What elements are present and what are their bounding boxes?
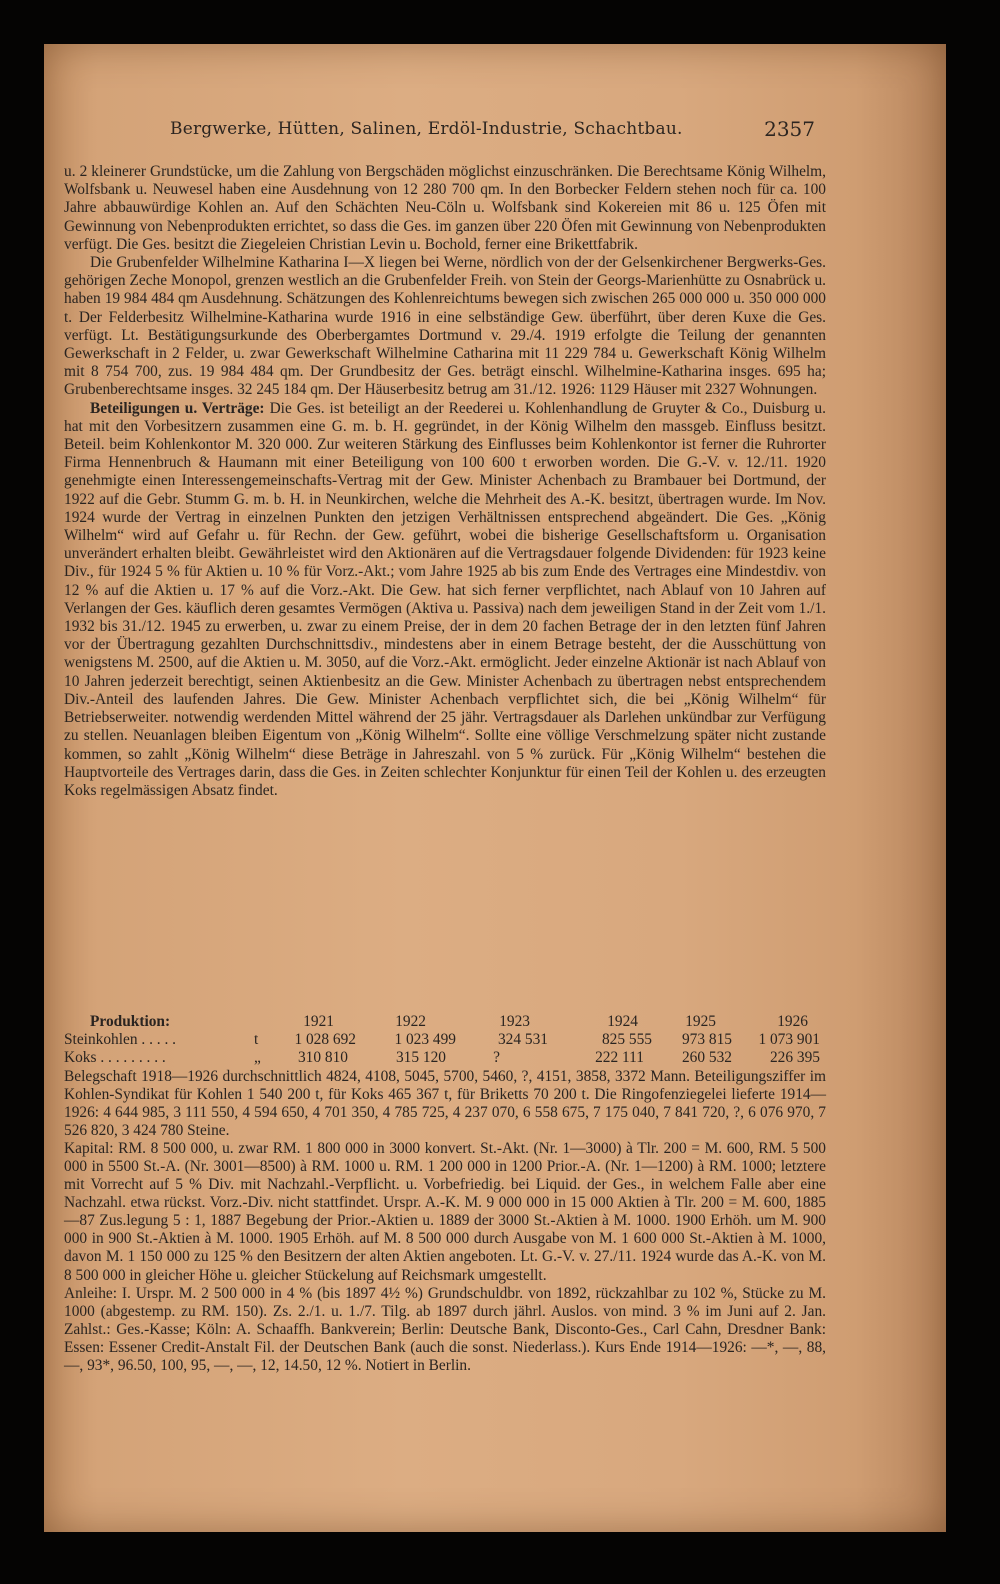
year-cell: 1926 bbox=[777, 1013, 808, 1030]
value-cell: 226 395 bbox=[769, 1049, 820, 1066]
production-header-row bbox=[64, 1013, 826, 1031]
value-cell: 222 111 bbox=[595, 1049, 644, 1066]
paragraph-anleihe: Anleihe: I. Urspr. M. 2 500 000 in 4 % (bis 1897 4½ %) Grundschuldbr. von 1892, rückzahlbar zu 102 %, Stücke zu M. 1000 (abgestemp. zu RM. 150). Zs. 2./1. u. 1./7. Tilg. ab 1897 durch jährl. Auslos. von mind. 3 % im Juni auf 2. Jan. Zahlst.: Ges.-Kasse; Köln: A. Schaaffh. Bankverein; Berlin: Deutsche Bank, Disconto-Ges., Carl Cahn, Dresdner Bank: Essen: Essener Credit-Anstalt Fil. der Deutschen Bank (auch die sonst. Niederlass.). Kurs Ende 1914—1926: —*, —, 88, —, 93*, 96.50, 100, 95, —, —, 12, 14.50, 12 %. Notiert in Berlin. bbox=[64, 1284, 826, 1374]
value-cell: 1 073 901 bbox=[758, 1031, 820, 1048]
year-cell: 1921 bbox=[303, 1013, 334, 1030]
value-cell: ? bbox=[493, 1049, 500, 1066]
page-number: 2357 bbox=[764, 117, 815, 141]
production-row-steinkohlen bbox=[64, 1031, 826, 1049]
paragraph-kapital: Kapital: RM. 8 500 000, u. zwar RM. 1 800 000 in 3000 konvert. St.-Akt. (Nr. 1—3000) à Tlr. 200 = M. 600, RM. 5 500 000 in 5500 St.-A. (Nr. 3001—8500) à RM. 1000 u. RM. 1 200 000 in 1200 Prior.-A. (Nr. 1—1200) à RM. 1000; letztere mit Vorrecht auf 5 % Div. mit Nachzahl.-Verpflicht. u. Vorbefriedig. bei Liquid. der Ges., in welchem Falle aber eine Nachzahl. etwa rückst. Vorz.-Div. nicht stattfindet. Urspr. A.-K. M. 9 000 000 in 15 000 Aktien à Tlr. 200 = M. 600, 1885—87 Zus.legung 5 : 1, 1887 Begebung der Prior.-Aktien u. 1889 der 3000 St.-Aktien à M. 1000. 1900 Erhöh. um M. 900 000 in 900 St.-Aktien à M. 1000. 1905 Erhöh. auf M. 8 500 000 durch Ausgabe von M. 1 600 000 St.-Aktien à M. 1000, davon M. 1 150 000 zu 125 % den Besitzern der alten Aktien angeboten. Lt. G.-V. v. 27./11. 1924 wurde das A.-K. von M. 8 500 000 in gleicher Höhe u. gleicher Stückelung auf Reichsmark umgestellt. bbox=[64, 1140, 826, 1284]
year-cell: 1922 bbox=[395, 1013, 426, 1030]
value-cell: 260 532 bbox=[681, 1049, 732, 1066]
row-label: Koks . . . . . . . . . bbox=[64, 1049, 166, 1066]
margin-mark bbox=[934, 424, 946, 438]
paragraph-beteiligungen bbox=[64, 400, 826, 800]
value-cell: 310 810 bbox=[297, 1049, 348, 1066]
production-row-koks bbox=[64, 1049, 826, 1067]
row-unit: „ bbox=[254, 1049, 261, 1066]
row-label: Steinkohlen . . . . . bbox=[64, 1031, 177, 1048]
page-header bbox=[95, 117, 815, 145]
running-title: Bergwerke, Hütten, Salinen, Erdöl-Industrie, Schachtbau. bbox=[170, 119, 683, 139]
beteiligungen-heading: Beteiligungen u. Verträge: bbox=[90, 399, 265, 417]
production-table bbox=[64, 1013, 826, 1067]
value-cell: 324 531 bbox=[497, 1031, 548, 1048]
value-cell: 1 023 499 bbox=[394, 1031, 456, 1048]
value-cell: 1 028 692 bbox=[294, 1031, 356, 1048]
row-unit: t bbox=[254, 1031, 259, 1048]
beteiligungen-text: Die Ges. ist beteiligt an der Reederei u. Kohlenhandlung de Gruyter & Co., Duisburg u. hat mit den Vorbesitzern zusammen eine G. m. b. H. gegründet, in der König Wilhelm den massgeb. Einfluss besitzt. Beteil. beim Kohlenkontor M. 320 000. Zur weiteren Stärkung des Einflusses beim Kohlenkontor ist ferner die Ruhrorter Firma Hennenbruch & Haumann mit einer Beteiligung von 100 600 t erworben worden. Die G.-V. v. 12./11. 1920 genehmigte einen Interessengemeinschafts-Vertrag mit der Gew. Minister Achenbach zu Brambauer bei Dortmund, der 1922 auf die Gebr. Stumm G. m. b. H. in Neunkirchen, welche die Mehrheit des A.-K. besitzt, übertragen wurde. Im Nov. 1924 wurde der Vertrag in einzelnen Punkten den jetzigen Verhältnissen entsprechend abgeändert. Die Ges. „König Wilhelm“ wird auf Gefahr u. für Rechn. der Gew. geführt, wobei die bisherige Gesellschaftsform u. Organisation unverändert erhalten bleibt. Gewährleistet wird den Aktionären auf die Vertragsdauer folgende Dividenden: für 1923 keine Div., für 1924 5 % für Aktien u. 10 % für Vorz.-Akt.; vom Jahre 1925 ab bis zum Ende des Vertrages eine Mindestdiv. von 12 % auf die Aktien u. 17 % auf die Vorz.-Akt. Die Gew. hat sich ferner verpflichtet, nach Ablauf von 10 Jahren auf Verlangen der Ges. käuflich deren gesamtes Vermögen (Aktiva u. Passiva) nach dem jeweiligen Stand in der Zeit vom 1./1. 1932 bis 31./12. 1945 zu erwerben, u. zwar zu einem Preise, der in dem 20 fachen Betrage der in den letzten fünf Jahren vor der Übertragung gezahlten Durchschnittsdiv., mindestens aber in einem Betrage besteht, der die Ausschüttung von wenigstens M. 2500, auf die Aktien u. M. 3050, auf die Vorz.-Akt. ermöglicht. Jeder einzelne Aktionär ist nach Ablauf von 10 Jahren jederzeit berechtigt, seinen Aktienbesitz an die Gew. Minister Achenbach zu übertragen nebst entsprechendem Div.-Anteil des laufenden Jahres. Die Gew. Minister Achenbach verpflichtet sich, die bei „König Wilhelm“ für Betriebserweiter. notwendig werdenden Mittel während der 25 jähr. Vertragsdauer als Darlehen unkündbar zur Verfügung zu stellen. Neuanlagen bleiben Eigentum von „König Wilhelm“. Sollte eine völlige Verschmelzung später nicht zustande kommen, so zahlt „König Wilhelm“ diese Beträge in Jahreszahl. von 5 % zurück. Für „König Wilhelm“ bestehen die Hauptvorteile des Vertrages darin, dass die Ges. in Zeiten schlechter Konjunktur für einen Teil der Kohlen u. des erzeugten Koks regelmässigen Absatz findet. bbox=[64, 399, 826, 799]
value-cell: 315 120 bbox=[395, 1049, 446, 1066]
paragraph-grundbesitz: u. 2 kleinerer Grundstücke, um die Zahlung von Bergschäden möglichst einzuschränken. Die Berechtsame König Wilhelm, Wolfsbank u. Neuwesel haben eine Ausdehnung von 12 280 700 qm. In den Borbecker Feldern stehen noch für ca. 100 Jahre abbauwürdige Kohlen an. Auf den Schächten Neu-Cöln u. Wolfsbank sind Kokereien mit 86 u. 125 Öfen mit Gewinnung von Nebenprodukten errichtet, so dass die Ges. im ganzen über 220 Öfen mit Gewinnung von Nebenprodukten verfügt. Die Ges. besitzt die Ziegeleien Christian Levin u. Bochold, ferner eine Brikettfabrik. bbox=[64, 163, 826, 253]
year-cell: 1925 bbox=[685, 1013, 716, 1030]
closing-text bbox=[64, 1068, 826, 1375]
year-cell: 1923 bbox=[499, 1013, 530, 1030]
value-cell: 973 815 bbox=[681, 1031, 732, 1048]
main-text bbox=[64, 163, 826, 800]
paragraph-belegschaft: Belegschaft 1918—1926 durchschnittlich 4824, 4108, 5045, 5700, 5460, ?, 4151, 3858, 3372 Mann. Beteiligungsziffer im Kohlen-Syndikat für Kohlen 1 540 200 t, für Koks 465 367 t, für Briketts 70 200 t. Die Ringofenziegelei lieferte 1914—1926: 4 644 985, 3 111 550, 4 594 650, 4 701 350, 4 785 725, 4 237 070, 6 558 675, 7 175 040, 7 841 720, ?, 6 076 970, 7 526 820, 3 424 780 Steine. bbox=[64, 1068, 826, 1140]
year-cell: 1924 bbox=[607, 1013, 638, 1030]
value-cell: 825 555 bbox=[601, 1031, 652, 1048]
production-heading: Produktion: bbox=[90, 1013, 171, 1030]
paragraph-grubenfelder: Die Grubenfelder Wilhelmine Katharina I—X liegen bei Werne, nördlich von der der Gelsenkirchener Bergwerks-Ges. gehörigen Zeche Monopol, grenzen westlich an die Grubenfelder Freih. von Stein der Georgs-Marienhütte zu Osnabrück u. haben 19 984 484 qm Ausdehnung. Schätzungen des Kohlenreichtums bewegen sich zwischen 265 000 000 u. 350 000 000 t. Der Felderbesitz Wilhelmine-Katharina wurde 1916 in eine selbständige Gew. überführt, über deren Kuxe die Ges. verfügt. Lt. Bestätigungsurkunde des Oberbergamtes Dortmund v. 29./4. 1919 erfolgte die Teilung der genannten Gewerkschaft in 2 Felder, u. zwar Gewerkschaft Wilhelmine Catharina mit 11 229 784 u. Gewerkschaft König Wilhelm mit 8 754 700, zus. 19 984 484 qm. Der Grundbesitz der Ges. beträgt einschl. Wilhelmine-Katharina insges. 695 ha; Grubenberechtsame insges. 32 245 184 qm. Der Häuserbesitz betrug am 31./12. 1926: 1129 Häuser mit 2327 Wohnungen. bbox=[64, 254, 826, 399]
